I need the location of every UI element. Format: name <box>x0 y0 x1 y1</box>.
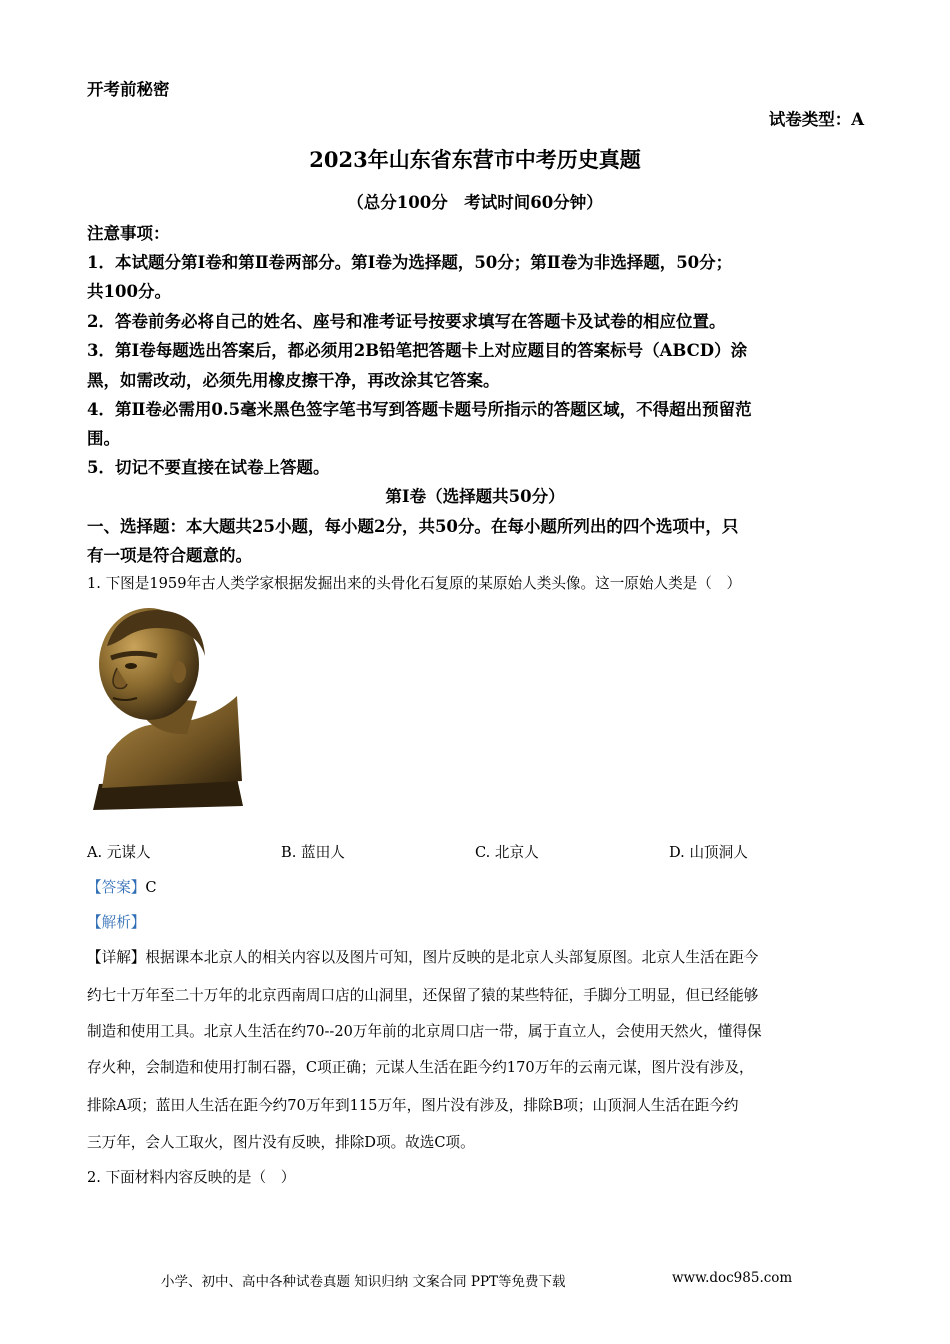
notes-line: 3．第Ⅰ卷每题选出答案后，都必须用2B铅笔把答题卡上对应题目的答案标号（ABCD）涂 <box>87 341 748 360</box>
notes-line: 4．第Ⅱ卷必需用0.5毫米黑色签字笔书写到答题卡题号所指示的答题区域，不得超出预留范 <box>87 400 752 419</box>
explanation-text: 根据课本北京人的相关内容以及图片可知，图片反映的是北京人头部复原图。北京人生活在距今 <box>145 949 759 966</box>
option-a: A. 元谋人 <box>87 844 151 861</box>
page-title: 2023年山东省东营市中考历史真题 <box>309 147 641 172</box>
confidential-label: 开考前秘密 <box>87 80 170 99</box>
option-c: C. 北京人 <box>475 844 539 861</box>
explanation-line: 排除A项；蓝田人生活在距今约70万年到115万年，图片没有涉及，排除B项；山顶洞人生活在距今约 <box>87 1097 739 1114</box>
explanation-line: 约七十万年至二十万年的北京西南周口店的山洞里，还保留了猿的某些特征，手脚分工明显，但已经能够 <box>87 987 759 1004</box>
page-subtitle: （总分100分 考试时间60分钟） <box>347 193 603 212</box>
section-title: 第Ⅰ卷（选择题共50分） <box>385 487 565 506</box>
footer-url[interactable]: www.doc985.com <box>672 1270 793 1286</box>
notes-line: 围。 <box>87 429 120 448</box>
notes-line: 5．切记不要直接在试卷上答题。 <box>87 458 330 477</box>
notes-line: 1．本试题分第Ⅰ卷和第Ⅱ卷两部分。第Ⅰ卷为选择题，50分；第Ⅱ卷为非选择题，50分； <box>87 253 733 272</box>
part-heading-line: 有一项是符合题意的。 <box>87 546 252 565</box>
peking-man-bust-image <box>87 606 247 816</box>
notes-line: 2．答卷前务必将自己的姓名、座号和准考证号按要求填写在答题卡及试卷的相应位置。 <box>87 312 726 331</box>
answer-tag: 【答案】 <box>87 879 146 896</box>
detail-tag: 【详解】 <box>87 949 146 966</box>
option-b: B. 蓝田人 <box>281 844 345 861</box>
footer-text: 小学、初中、高中各种试卷真题 知识归纳 文案合同 PPT等免费下载 <box>161 1274 566 1290</box>
question-2-stem: 2. 下面材料内容反映的是（ ） <box>87 1169 296 1186</box>
option-d: D. 山顶洞人 <box>669 844 748 861</box>
notes-line: 共100分。 <box>87 282 171 301</box>
question-1-stem: 1. 下图是1959年古人类学家根据发掘出来的头骨化石复原的某原始人类头像。这一原始人类是（ ） <box>87 575 742 592</box>
explanation-line: 制造和使用工具。北京人生活在约70--20万年前的北京周口店一带，属于直立人，会使用天然火，懂得保 <box>87 1023 762 1040</box>
explanation-line: 存火种，会制造和使用打制石器，C项正确；元谋人生活在距今约170万年的云南元谋，图片没有涉及， <box>87 1059 754 1076</box>
analysis-tag: 【解析】 <box>87 914 146 931</box>
notes-line: 黑，如需改动，必须先用橡皮擦干净，再改涂其它答案。 <box>87 371 500 390</box>
explanation-line: 三万年，会人工取火，图片没有反映，排除D项。故选C项。 <box>87 1134 475 1151</box>
notes-heading: 注意事项： <box>87 224 170 243</box>
explanation-line <box>87 946 758 967</box>
paper-type-label: 试卷类型：A <box>768 110 864 129</box>
answer-line <box>87 876 157 897</box>
answer-value: C <box>145 879 157 896</box>
part-heading-line: 一、选择题：本大题共25小题，每小题2分，共50分。在每小题所列出的四个选项中，只 <box>87 517 739 536</box>
